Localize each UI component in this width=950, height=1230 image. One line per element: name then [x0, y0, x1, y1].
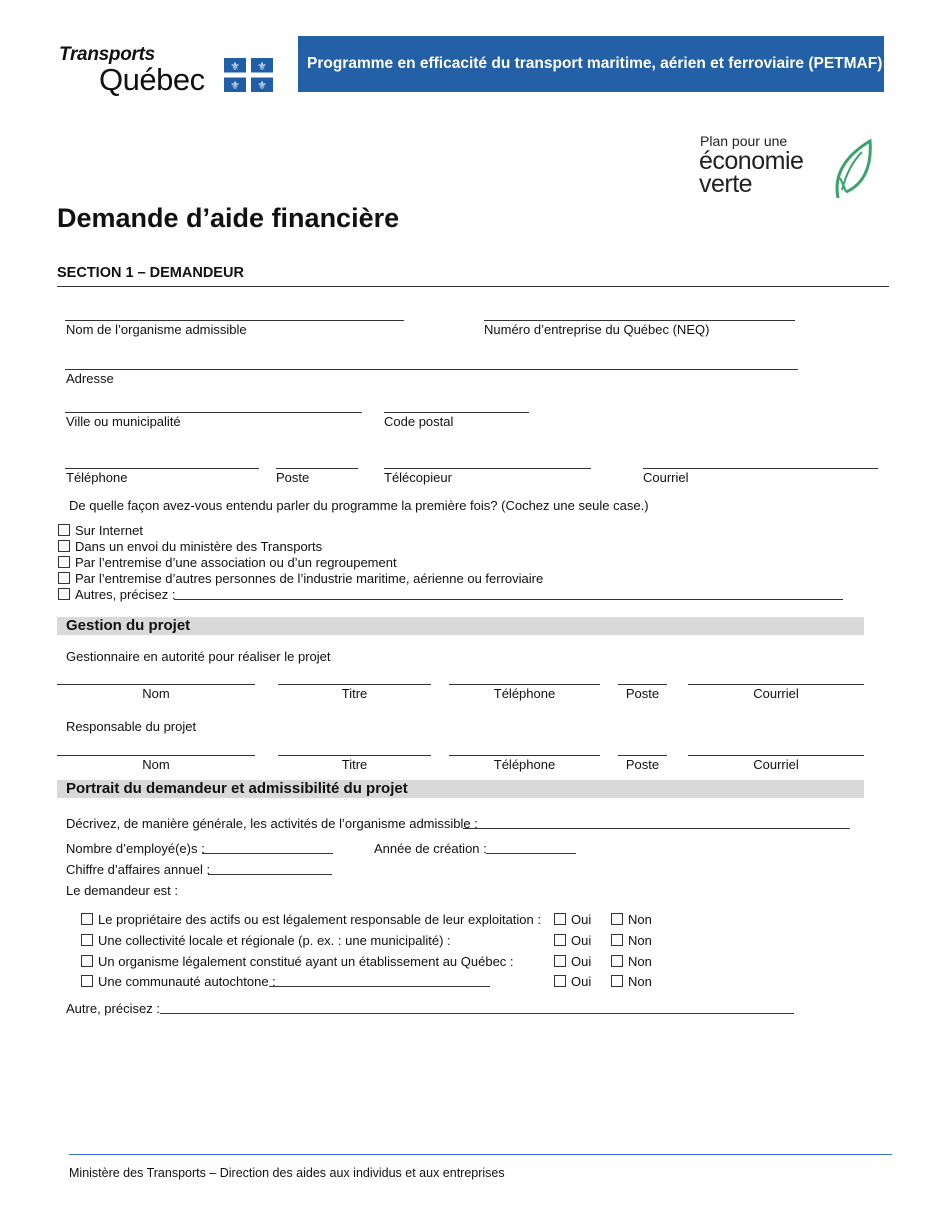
city-label: Ville ou municipalité	[66, 414, 181, 429]
criterion-legal-organization-no[interactable]	[611, 954, 652, 969]
manager-col-phone: Téléphone	[493, 686, 556, 701]
yes-label: Oui	[571, 933, 592, 948]
checkbox[interactable]	[81, 955, 93, 967]
checkbox[interactable]	[554, 975, 566, 987]
fax-field[interactable]	[384, 468, 591, 469]
source-question: De quelle façon avez-vous entendu parler du programme la première fois? (Cochez une seule case.)	[69, 498, 649, 513]
criterion-label: Le propriétaire des actifs ou est légalement responsable de leur exploitation :	[98, 912, 541, 927]
year-label: Année de création :	[374, 841, 487, 856]
green-economy-logo	[699, 133, 879, 203]
no-label: Non	[628, 974, 652, 989]
program-title: Programme en efficacité du transport maritime, aérien et ferroviaire (PETMAF)	[307, 55, 883, 72]
checkbox[interactable]	[58, 524, 70, 536]
checkbox[interactable]	[611, 913, 623, 925]
green-plan-line2: économie	[699, 147, 804, 175]
criterion-asset-owner-no[interactable]	[611, 912, 652, 927]
section1-rule	[57, 286, 889, 287]
responsible-col-phone: Téléphone	[493, 757, 556, 772]
criterion-legal-organization-yes[interactable]	[554, 954, 591, 969]
manager-col-title: Titre	[341, 686, 368, 701]
neq-label: Numéro d’entreprise du Québec (NEQ)	[484, 322, 710, 337]
criterion-indigenous-community-no[interactable]	[611, 974, 652, 989]
yes-label: Oui	[571, 912, 592, 927]
criterion-indigenous-community-yes[interactable]	[554, 974, 591, 989]
manager-phone-field[interactable]	[449, 684, 600, 685]
responsible-col-email: Courriel	[753, 757, 799, 772]
transports-quebec-logo	[57, 42, 277, 102]
email-field[interactable]	[643, 468, 878, 469]
green-plan-line3: verte	[699, 170, 753, 198]
checkbox[interactable]	[81, 975, 93, 987]
option-label: Sur Internet	[75, 523, 143, 538]
responsible-phone-field[interactable]	[449, 755, 600, 756]
option-label: Autres, précisez :	[75, 587, 176, 602]
no-label: Non	[628, 912, 652, 927]
revenue-field[interactable]	[208, 874, 332, 875]
postal-code-field[interactable]	[384, 412, 529, 413]
fax-label: Télécopieur	[384, 470, 452, 485]
address-field[interactable]	[65, 369, 798, 370]
checkbox[interactable]	[58, 540, 70, 552]
ext-label: Poste	[276, 470, 310, 485]
responsible-col-title: Titre	[341, 757, 368, 772]
city-field[interactable]	[65, 412, 362, 413]
checkbox[interactable]	[554, 955, 566, 967]
no-label: Non	[628, 933, 652, 948]
yes-label: Oui	[571, 954, 592, 969]
criterion-asset-owner[interactable]	[81, 912, 541, 927]
option-other[interactable]	[58, 587, 175, 602]
describe-label: Décrivez, de manière générale, les activités de l’organisme admissible :	[66, 816, 478, 831]
checkbox[interactable]	[81, 934, 93, 946]
criterion-label: Un organisme légalement constitué ayant un établissement au Québec :	[98, 954, 514, 969]
responsible-col-ext: Poste	[625, 757, 660, 772]
phone-label: Téléphone	[66, 470, 128, 485]
manager-col-name: Nom	[142, 686, 170, 701]
org-name-label: Nom de l’organisme admissible	[66, 322, 247, 337]
criterion-local-community-yes[interactable]	[554, 933, 591, 948]
year-field[interactable]	[486, 853, 576, 854]
responsible-ext-field[interactable]	[618, 755, 667, 756]
footer-text: Ministère des Transports – Direction des aides aux individus et aux entreprises	[69, 1166, 505, 1180]
checkbox[interactable]	[611, 934, 623, 946]
other-field[interactable]	[160, 1013, 794, 1014]
responsible-email-field[interactable]	[688, 755, 864, 756]
checkbox[interactable]	[58, 556, 70, 568]
quebec-flag-icon	[224, 58, 273, 92]
svg-text:⚜: ⚜	[230, 60, 240, 73]
ext-field[interactable]	[276, 468, 358, 469]
checkbox[interactable]	[554, 934, 566, 946]
applicant-is-label: Le demandeur est :	[66, 883, 179, 898]
employees-label: Nombre d’employé(e)s :	[66, 841, 205, 856]
criterion-legal-organization[interactable]	[81, 954, 514, 969]
checkbox[interactable]	[58, 572, 70, 584]
indigenous-community-field[interactable]	[269, 986, 490, 987]
leaf-icon	[832, 138, 874, 202]
option-label: Par l’entremise d’autres personnes de l’industrie maritime, aérienne ou ferroviaire	[75, 571, 544, 586]
portrait-heading: Portrait du demandeur et admissibilité du projet	[57, 780, 864, 798]
email-label: Courriel	[643, 470, 689, 485]
svg-text:⚜: ⚜	[257, 79, 267, 92]
responsible-title-field[interactable]	[278, 755, 431, 756]
postal-code-label: Code postal	[384, 414, 454, 429]
manager-col-email: Courriel	[753, 686, 799, 701]
responsible-col-name: Nom	[142, 757, 170, 772]
criterion-asset-owner-yes[interactable]	[554, 912, 591, 927]
page-title: Demande d’aide financière	[57, 203, 400, 233]
manager-ext-field[interactable]	[618, 684, 667, 685]
option-internet[interactable]	[58, 523, 143, 538]
address-label: Adresse	[66, 371, 114, 386]
svg-text:⚜: ⚜	[257, 60, 267, 73]
manager-title-field[interactable]	[278, 684, 431, 685]
neq-field[interactable]	[484, 320, 795, 321]
employees-field[interactable]	[202, 853, 333, 854]
criterion-local-community[interactable]	[81, 933, 451, 948]
describe-field[interactable]	[463, 828, 850, 829]
footer-rule	[69, 1154, 892, 1155]
manager-label: Gestionnaire en autorité pour réaliser le projet	[66, 649, 331, 664]
criterion-label: Une collectivité locale et régionale (p. ex. : une municipalité) :	[98, 933, 451, 948]
org-name-field[interactable]	[65, 320, 404, 321]
criterion-local-community-no[interactable]	[611, 933, 652, 948]
option-industry-people[interactable]	[58, 571, 543, 586]
option-ministry-mailing[interactable]	[58, 539, 322, 554]
option-label: Par l’entremise d’une association ou d’un regroupement	[75, 555, 397, 570]
option-association[interactable]	[58, 555, 397, 570]
checkbox[interactable]	[611, 955, 623, 967]
criterion-label: Une communauté autochtone :	[98, 974, 276, 989]
logo-line1: Transports	[59, 44, 155, 65]
other-specify-field[interactable]	[174, 599, 843, 600]
manager-name-field[interactable]	[57, 684, 255, 685]
green-plan-line1: Plan pour une	[700, 133, 788, 149]
manager-email-field[interactable]	[688, 684, 864, 685]
criterion-indigenous-community[interactable]	[81, 974, 276, 989]
checkbox[interactable]	[611, 975, 623, 987]
program-banner	[298, 36, 884, 92]
responsible-label: Responsable du projet	[66, 719, 197, 734]
section1-heading: SECTION 1 – DEMANDEUR	[57, 265, 244, 281]
svg-text:⚜: ⚜	[230, 79, 240, 92]
checkbox[interactable]	[58, 588, 70, 600]
gestion-heading: Gestion du projet	[57, 617, 864, 635]
manager-col-ext: Poste	[625, 686, 660, 701]
logo-line2: Québec	[99, 62, 205, 97]
revenue-label: Chiffre d’affaires annuel :	[66, 862, 211, 877]
other-label: Autre, précisez :	[66, 1001, 160, 1016]
no-label: Non	[628, 954, 652, 969]
yes-label: Oui	[571, 974, 592, 989]
checkbox[interactable]	[554, 913, 566, 925]
phone-field[interactable]	[65, 468, 259, 469]
option-label: Dans un envoi du ministère des Transports	[75, 539, 323, 554]
responsible-name-field[interactable]	[57, 755, 255, 756]
checkbox[interactable]	[81, 913, 93, 925]
